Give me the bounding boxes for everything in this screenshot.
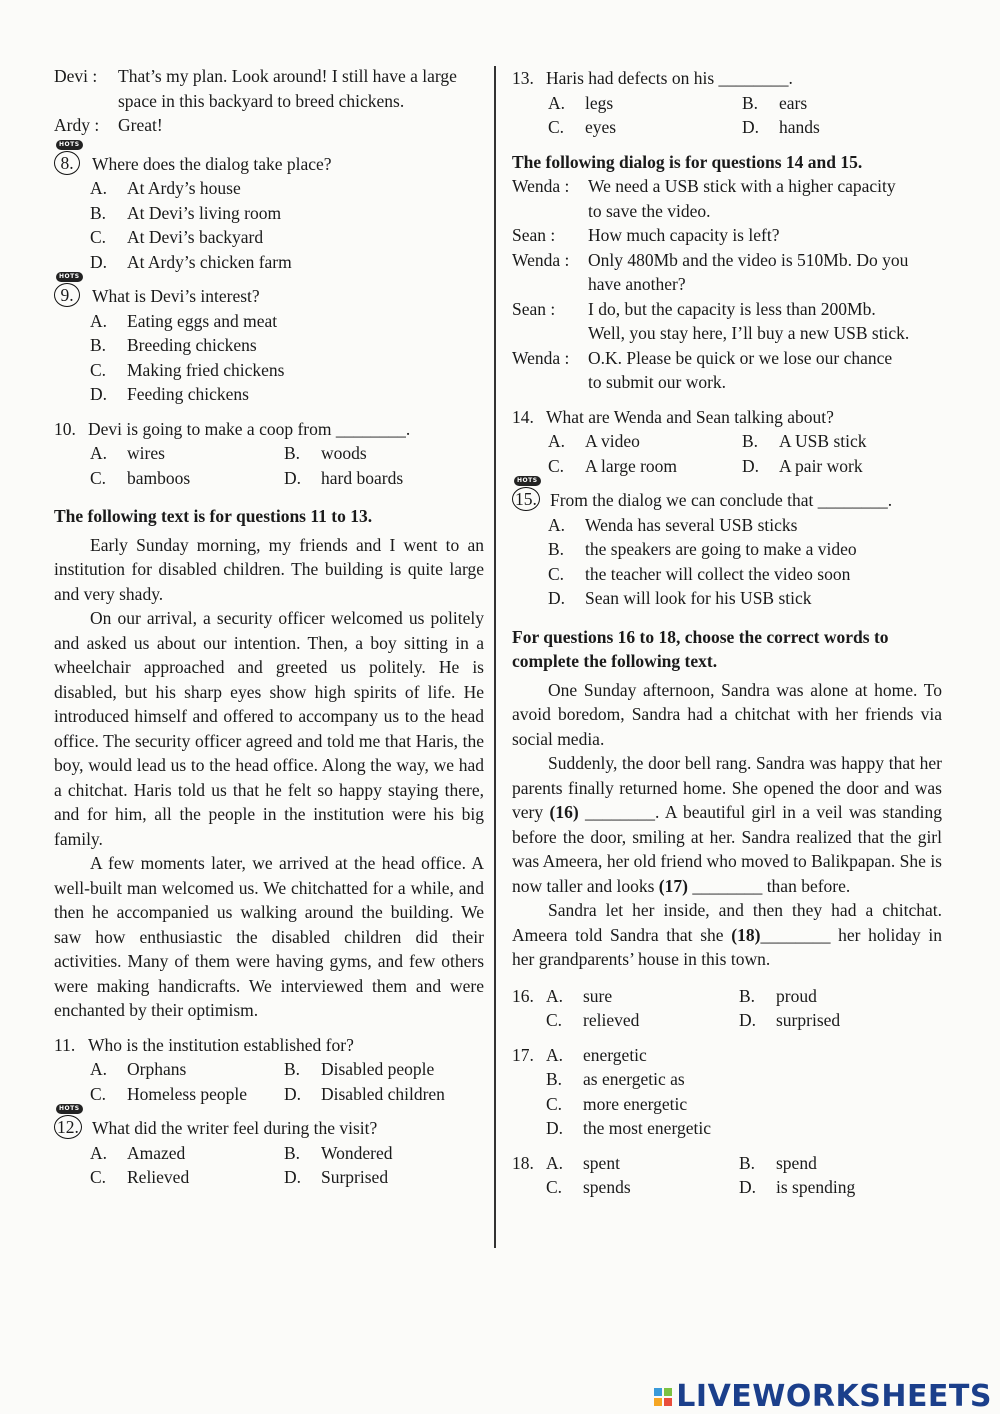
question-13 xyxy=(512,66,942,91)
question-text: What are Wenda and Sean talking about? xyxy=(546,406,834,427)
option[interactable]: B. the speakers are going to make a video xyxy=(548,539,857,559)
paragraph: Sandra let her inside, and then they had a chitchat. Ameera told Sandra that she (18)________ her holiday in her grandparents’ house in this town. xyxy=(512,900,942,969)
reading-text xyxy=(54,533,484,1023)
option[interactable]: D. hands xyxy=(742,117,820,137)
options-list xyxy=(512,429,942,478)
logo-text: LIVEWORKSHEETS xyxy=(676,1378,992,1414)
hots-badge: HOTS xyxy=(514,476,541,486)
option[interactable]: A. Amazed xyxy=(90,1142,186,1163)
question-text: What is Devi’s interest? xyxy=(92,286,260,306)
option[interactable]: D. At Ardy’s chicken farm xyxy=(90,251,292,272)
question-number: 10. xyxy=(54,418,76,439)
question-text: Haris had defects on his ________. xyxy=(546,68,793,88)
option[interactable]: B. Wondered xyxy=(284,1142,393,1163)
dialog-text: That’s my plan. Look around! I still have a large xyxy=(118,66,457,86)
option[interactable]: B. as energetic as xyxy=(546,1069,685,1089)
option[interactable]: C. Making fried chickens xyxy=(90,359,285,380)
option[interactable]: D. hard boards xyxy=(284,467,404,488)
left-column xyxy=(54,64,484,1190)
section-heading: The following dialog is for questions 14 and 15. xyxy=(512,151,863,172)
paragraph: Early Sunday morning, my friends and I went to an institution for disabled children. The building is quite large and very shady. xyxy=(54,534,484,604)
question-number: 13. xyxy=(512,68,534,88)
option[interactable]: A. spent xyxy=(546,1152,620,1173)
option[interactable]: D. A pair work xyxy=(742,455,863,476)
paragraph: A few moments later, we arrived at the head office. A well-built man welcomed us. We chitchatted for a while, and then he accompanied us walking around the building. We saw how enthusiastic the disabled children did their activities. Many of them were having gyms, and few others were making handicrafts. We interviewed them and were enchanted by their optimism. xyxy=(54,853,484,1020)
options-list xyxy=(546,1043,942,1141)
dialog-line: Sean : How much capacity is left? xyxy=(512,225,780,245)
option[interactable]: D. surprised xyxy=(739,1010,841,1030)
question-number: 12. xyxy=(54,1115,82,1139)
dialog-text: Great! xyxy=(118,115,163,135)
dialog xyxy=(512,174,942,395)
question-9 xyxy=(54,273,484,309)
question-number: 15. xyxy=(512,487,540,511)
option[interactable]: C. At Devi’s backyard xyxy=(90,227,264,247)
question-number: 14. xyxy=(512,406,534,427)
options-list xyxy=(512,91,942,140)
option[interactable]: D. Feeding chickens xyxy=(90,384,249,404)
option[interactable]: A. At Ardy’s house xyxy=(90,178,241,198)
option[interactable]: B. ears xyxy=(742,92,808,113)
options-list xyxy=(54,441,484,490)
logo-icon xyxy=(654,1388,672,1406)
blank-17: (17) xyxy=(658,875,688,896)
dialog-line: Wenda : Only 480Mb and the video is 510Mb. Do you have another? xyxy=(512,249,909,294)
option[interactable]: A. Eating eggs and meat xyxy=(90,310,278,331)
option[interactable]: B. proud xyxy=(739,985,817,1006)
speaker-name: Devi xyxy=(54,66,89,86)
section-heading: For questions 16 to 18, choose the correct words to complete the following text. xyxy=(512,626,889,671)
options-list xyxy=(54,176,484,274)
option[interactable]: C. relieved xyxy=(546,1010,640,1030)
option[interactable]: B. Disabled people xyxy=(284,1059,435,1079)
option[interactable]: C. Relieved xyxy=(90,1167,190,1187)
option[interactable]: C. the teacher will collect the video soon xyxy=(548,563,851,584)
question-11 xyxy=(54,1033,484,1058)
speaker-name: Sean xyxy=(512,298,547,319)
hots-badge: HOTS xyxy=(56,1104,83,1114)
option[interactable]: C. eyes xyxy=(548,117,617,137)
option[interactable]: C. A large room xyxy=(548,455,678,476)
hots-badge: HOTS xyxy=(56,272,83,282)
option[interactable]: A. A video xyxy=(548,431,640,451)
question-text: Where does the dialog take place? xyxy=(92,153,332,174)
options-list xyxy=(54,309,484,407)
question-15 xyxy=(512,477,942,513)
option[interactable]: A. wires xyxy=(90,443,165,463)
option[interactable]: C. bamboos xyxy=(90,467,191,488)
dialog-line: Wenda : We need a USB stick with a higher capacity to save the video. xyxy=(512,176,896,221)
option[interactable]: B. woods xyxy=(284,443,367,463)
options-list xyxy=(546,1151,942,1200)
question-text: Who is the institution established for? xyxy=(88,1034,354,1055)
question-16 xyxy=(512,984,942,1033)
option[interactable]: B. spend xyxy=(739,1152,817,1173)
liveworksheets-logo[interactable] xyxy=(654,1378,992,1414)
question-number: 11. xyxy=(54,1034,76,1055)
dialog-line: Devi : That’s my plan. Look around! I still have a large space in this backyard to breed chickens. xyxy=(54,64,484,113)
options-list xyxy=(546,984,942,1033)
option[interactable]: D. is spending xyxy=(739,1177,856,1197)
option[interactable]: D. the most energetic xyxy=(546,1118,711,1138)
hots-badge: HOTS xyxy=(56,140,83,150)
options-list xyxy=(512,513,942,611)
option[interactable]: D. Surprised xyxy=(284,1167,389,1187)
options-list xyxy=(54,1141,484,1190)
question-number: 18. xyxy=(512,1152,534,1173)
section-heading: The following text is for questions 11 to 13. xyxy=(54,506,373,526)
options-list xyxy=(54,1057,484,1106)
question-10 xyxy=(54,417,484,442)
question-text: What did the writer feel during the visit? xyxy=(92,1118,378,1138)
column-divider xyxy=(494,66,496,1248)
speaker-name: Wenda xyxy=(512,176,561,196)
option[interactable]: A. Wenda has several USB sticks xyxy=(548,514,798,535)
paragraph: One Sunday afternoon, Sandra was alone at home. To avoid boredom, Sandra had a chitchat with her friends via social media. xyxy=(512,679,942,749)
option[interactable]: C. Homeless people xyxy=(90,1083,248,1104)
question-18 xyxy=(512,1151,942,1200)
option[interactable]: A. energetic xyxy=(546,1044,647,1065)
speaker-name: Sean xyxy=(512,225,547,245)
dialog-line: Sean : I do, but the capacity is less than 200Mb. Well, you stay here, I’ll buy a new USB stick. xyxy=(512,298,910,343)
option[interactable]: D. Sean will look for his USB stick xyxy=(548,588,812,608)
question-8 xyxy=(54,140,484,177)
question-text: From the dialog we can conclude that ________. xyxy=(550,490,893,510)
question-text: Devi is going to make a coop from ________. xyxy=(88,418,411,439)
option[interactable]: C. spends xyxy=(546,1177,631,1197)
blank-18: (18) xyxy=(731,924,761,945)
question-number: 9. xyxy=(54,283,80,307)
paragraph: Suddenly, the door bell rang. Sandra was happy that her parents finally returned home. She opened the door and was very (16) ________. A beautiful girl in a veil was standing before the door, smiling at her. Sandra realized that the girl was Ameera, her old friend who moved to Balikpapan. She is now taller and looks (17) ________ than before. xyxy=(512,753,942,896)
paragraph: On our arrival, a security officer welcomed us politely and asked us about our intention. Then, a boy sitting in a wheelchair approached and greeted us politely. He is disabled, but his sharp eyes show high spirits of life. He introduced himself and offered to accompany us to the head office. The security officer agreed and told me that Haris, the boy, would lead us to the head office. Along the way, we had a chitchat. Haris told us that he felt so happy staying there, and for him, all the people in the institution were his big family. xyxy=(54,608,484,849)
dialog-text: space in this backyard to breed chickens. xyxy=(118,90,405,111)
option[interactable]: B. At Devi’s living room xyxy=(90,202,282,223)
speaker-name: Ardy xyxy=(54,115,90,135)
dialog-line: Ardy : Great! xyxy=(54,113,484,138)
option[interactable]: A. legs xyxy=(548,92,614,113)
option[interactable]: B. Breeding chickens xyxy=(90,335,257,355)
option[interactable]: A. Orphans xyxy=(90,1059,187,1079)
question-number: 16. xyxy=(512,985,534,1006)
question-12 xyxy=(54,1105,484,1141)
cloze-text xyxy=(512,678,942,972)
question-number: 8. xyxy=(54,151,80,175)
blank-16: (16) xyxy=(549,802,579,822)
dialog-line: Wenda : O.K. Please be quick or we lose our chance to submit our work. xyxy=(512,347,893,392)
option[interactable]: B. A USB stick xyxy=(742,431,867,451)
right-column xyxy=(512,64,942,1200)
speaker-name: Wenda xyxy=(512,249,561,270)
question-number: 17. xyxy=(512,1044,534,1065)
option[interactable]: C. more energetic xyxy=(546,1093,688,1114)
speaker-name: Wenda xyxy=(512,347,561,368)
question-17 xyxy=(512,1043,942,1141)
option[interactable]: A. sure xyxy=(546,985,613,1006)
question-14 xyxy=(512,405,942,430)
option[interactable]: D. Disabled children xyxy=(284,1083,445,1104)
